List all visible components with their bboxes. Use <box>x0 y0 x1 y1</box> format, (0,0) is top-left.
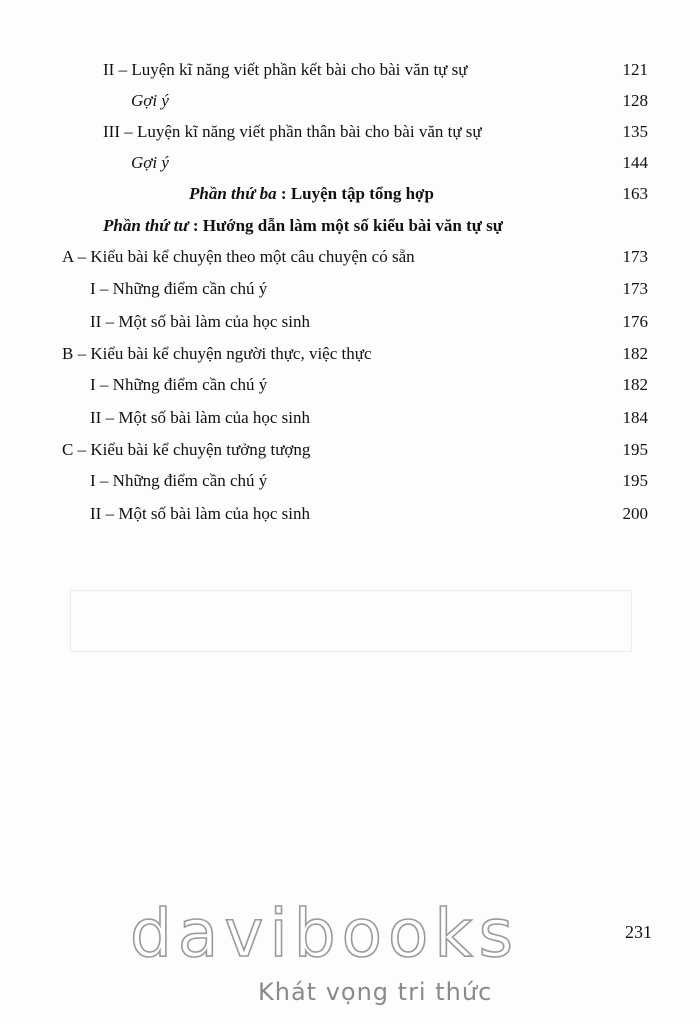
toc-entry-label: A – Kiểu bài kể chuyện theo một câu chuyện có sẵn <box>62 247 415 266</box>
toc-entry-label: I – Những điểm cần chú ý <box>90 375 268 394</box>
toc-entry-page: 182 <box>622 375 648 394</box>
toc-entry-label: B – Kiểu bài kể chuyện người thực, việc thực <box>62 344 372 363</box>
toc-entry-page: 163 <box>622 184 648 203</box>
toc-entry-page: 144 <box>622 153 648 172</box>
toc-entry-label: II – Luyện kĩ năng viết phần kết bài cho bài văn tự sự <box>103 60 468 79</box>
toc-entry-label: Gợi ý <box>131 91 169 110</box>
toc-entry-page: 176 <box>622 312 648 331</box>
toc-entry-page: 135 <box>622 122 648 141</box>
watermark-tagline: Khát vọng tri thức <box>258 978 493 1006</box>
toc-part-three <box>0 180 700 208</box>
toc-entry-goi-y-2 <box>0 149 700 177</box>
toc-entry-page: 184 <box>622 408 648 427</box>
toc-part-title <box>103 212 503 240</box>
toc-entry-than-bai <box>0 118 700 146</box>
bleed-through-frame <box>70 590 632 652</box>
part-heading: : Hướng dẫn làm một số kiểu bài văn tự sự <box>188 216 504 235</box>
toc-entry-page: 200 <box>622 504 648 523</box>
page-number: 231 <box>625 922 652 942</box>
toc-entry-a-1 <box>0 275 700 303</box>
toc-entry-page: 182 <box>622 344 648 363</box>
part-number: Phần thứ ba <box>189 184 277 203</box>
toc-entry-label: Gợi ý <box>131 153 169 172</box>
toc-entry-b-1 <box>0 371 700 399</box>
toc-entry-label: I – Những điểm cần chú ý <box>90 279 268 298</box>
toc-entry-c-1 <box>0 467 700 495</box>
toc-entry-page: 195 <box>622 440 648 459</box>
toc-entry-label: II – Một số bài làm của học sinh <box>90 408 311 427</box>
toc-section-c <box>0 436 700 464</box>
toc-section-a <box>0 243 700 271</box>
toc-entry-page: 121 <box>622 60 648 79</box>
toc-entry-page: 173 <box>622 279 648 298</box>
toc-entry-label: II – Một số bài làm của học sinh <box>90 504 311 523</box>
toc-entry-label: II – Một số bài làm của học sinh <box>90 312 311 331</box>
toc-entry-kiet-bai <box>0 56 700 84</box>
toc-entry-label: I – Những điểm cần chú ý <box>90 471 268 490</box>
toc-part-four <box>0 212 700 240</box>
toc-entry-page: 195 <box>622 471 648 490</box>
toc-entry-c-2 <box>0 500 700 528</box>
toc-entry-a-2 <box>0 308 700 336</box>
toc-entry-label: C – Kiểu bài kể chuyện tưởng tượng <box>62 440 311 459</box>
toc-entry-page: 173 <box>622 247 648 266</box>
part-number: Phần thứ tư <box>103 216 189 235</box>
watermark-logo: davibooks <box>130 895 519 972</box>
toc-entry-b-2 <box>0 404 700 432</box>
part-heading: : Luyện tập tổng hợp <box>276 184 434 203</box>
toc-entry-goi-y-1 <box>0 87 700 115</box>
toc-section-b <box>0 340 700 368</box>
toc-part-title <box>189 180 434 208</box>
toc-entry-label: III – Luyện kĩ năng viết phần thân bài cho bài văn tự sự <box>103 122 482 141</box>
toc-entry-page: 128 <box>622 91 648 110</box>
